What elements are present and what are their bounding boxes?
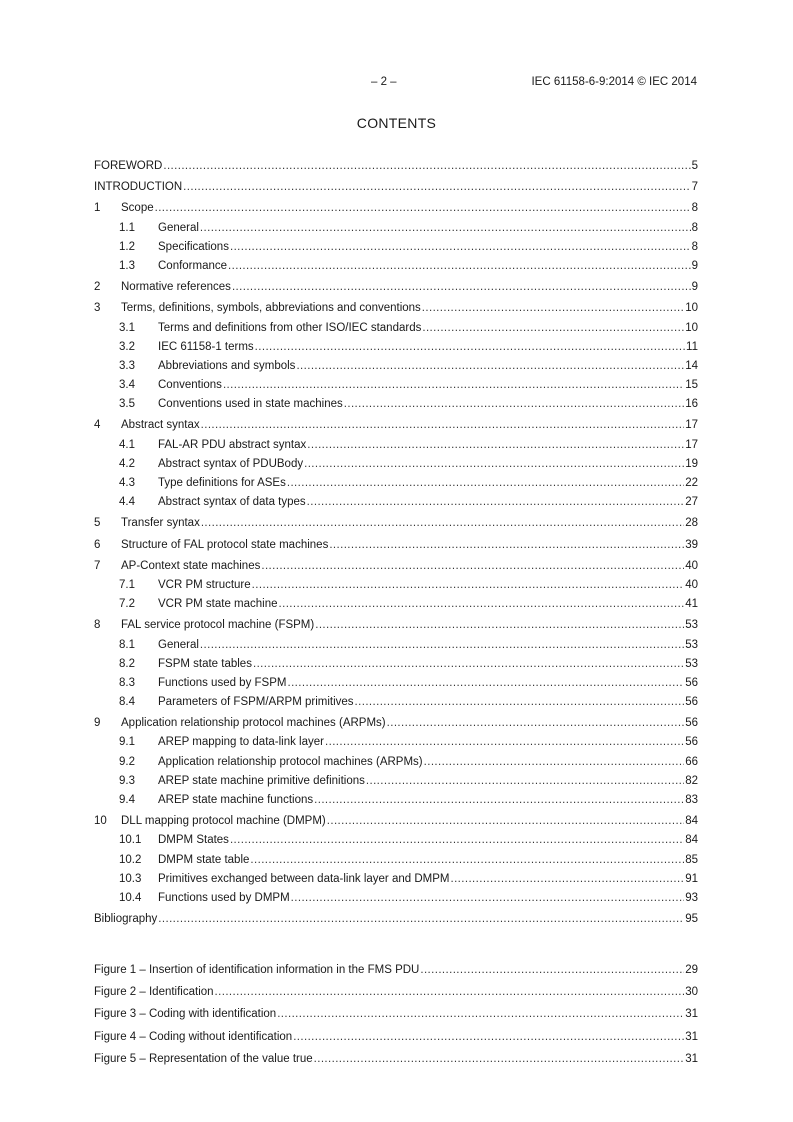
entry-title: Figure 3 – Coding with identification bbox=[94, 1008, 277, 1021]
dot-leader bbox=[200, 221, 691, 235]
entry-number: 10.3 bbox=[119, 872, 142, 885]
dot-leader bbox=[201, 418, 685, 432]
dot-leader bbox=[287, 476, 684, 490]
entry-number: 8.1 bbox=[119, 638, 135, 651]
dot-leader bbox=[253, 657, 684, 671]
dot-leader bbox=[228, 259, 691, 273]
toc-entry[interactable] bbox=[94, 774, 698, 788]
page-header bbox=[0, 76, 793, 92]
entry-title: Application relationship protocol machines (ARPMs) bbox=[121, 717, 386, 730]
dot-leader bbox=[424, 755, 685, 769]
toc-entry[interactable] bbox=[94, 891, 698, 905]
dot-leader bbox=[277, 1007, 684, 1021]
toc-entry[interactable] bbox=[94, 657, 698, 671]
entry-number: 1.2 bbox=[119, 240, 135, 253]
entry-title: DMPM States bbox=[158, 834, 229, 847]
entry-title: Figure 5 – Representation of the value true bbox=[94, 1052, 313, 1065]
entry-page-number: 56 bbox=[685, 676, 698, 689]
entry-title: Abbreviations and symbols bbox=[158, 359, 296, 372]
entry-page-number: 22 bbox=[685, 477, 698, 489]
toc-entry[interactable] bbox=[94, 814, 698, 828]
entry-page-number: 95 bbox=[685, 913, 698, 926]
entry-title: Terms and definitions from other ISO/IEC standards bbox=[158, 321, 422, 334]
dot-leader bbox=[293, 1030, 684, 1044]
entry-number: 9.4 bbox=[119, 794, 135, 806]
entry-number: 7.1 bbox=[119, 578, 135, 591]
toc-entry[interactable] bbox=[94, 872, 698, 886]
entry-page-number: 66 bbox=[685, 755, 698, 768]
entry-number: 10 bbox=[94, 815, 107, 828]
toc-entry[interactable] bbox=[94, 597, 698, 611]
figure-entry[interactable] bbox=[94, 1030, 698, 1044]
entry-page-number: 53 bbox=[685, 657, 698, 670]
dot-leader bbox=[252, 578, 685, 592]
entry-number: 4.2 bbox=[119, 457, 135, 470]
entry-number: 8.4 bbox=[119, 696, 135, 709]
entry-title: IEC 61158-1 terms bbox=[158, 340, 254, 353]
dot-leader bbox=[450, 872, 684, 886]
entry-number: 4.1 bbox=[119, 438, 135, 451]
entry-title: Bibliography bbox=[94, 913, 158, 926]
entry-number: 1 bbox=[94, 202, 101, 215]
dot-leader bbox=[420, 963, 684, 977]
page-number: – 2 – bbox=[371, 76, 397, 88]
entry-title: INTRODUCTION bbox=[94, 181, 183, 194]
entry-title: AP-Context state machines bbox=[121, 559, 261, 572]
dot-leader bbox=[327, 814, 684, 828]
toc-entry[interactable] bbox=[94, 755, 698, 769]
entry-number: 7.2 bbox=[119, 598, 135, 611]
toc-entry[interactable] bbox=[94, 618, 698, 632]
entry-number: 1.1 bbox=[119, 221, 135, 234]
toc-entry[interactable] bbox=[94, 221, 698, 235]
dot-leader bbox=[314, 1052, 685, 1066]
entry-page-number: 7 bbox=[691, 181, 698, 194]
figure-entry[interactable] bbox=[94, 1052, 698, 1066]
entry-page-number: 91 bbox=[685, 872, 698, 885]
entry-title: Conventions used in state machines bbox=[158, 398, 343, 411]
figure-entry[interactable] bbox=[94, 963, 698, 977]
entry-title: Abstract syntax of data types bbox=[158, 496, 306, 509]
entry-page-number: 41 bbox=[685, 598, 698, 611]
entry-number: 7 bbox=[94, 559, 101, 572]
figure-entry[interactable] bbox=[94, 1007, 698, 1021]
entry-title: Scope bbox=[121, 202, 154, 215]
toc-entry[interactable] bbox=[94, 159, 698, 173]
entry-page-number: 14 bbox=[685, 359, 698, 372]
entry-number: 5 bbox=[94, 517, 101, 530]
entry-title: DLL mapping protocol machine (DMPM) bbox=[121, 815, 326, 828]
entry-title: Parameters of FSPM/ARPM primitives bbox=[158, 696, 354, 709]
dot-leader bbox=[329, 538, 684, 552]
toc-entry[interactable] bbox=[94, 457, 698, 471]
toc-entry[interactable] bbox=[94, 321, 698, 335]
entry-page-number: 8 bbox=[691, 240, 698, 253]
entry-page-number: 10 bbox=[685, 321, 698, 334]
dot-leader bbox=[304, 457, 684, 471]
toc-entry[interactable] bbox=[94, 516, 698, 530]
table-of-contents bbox=[94, 159, 698, 926]
entry-page-number: 40 bbox=[685, 578, 698, 591]
toc-entry[interactable] bbox=[94, 578, 698, 592]
entry-title: Conventions bbox=[158, 379, 222, 392]
entry-title: Normative references bbox=[121, 281, 231, 294]
entry-number: 10.1 bbox=[119, 834, 142, 847]
dot-leader bbox=[215, 985, 685, 999]
entry-page-number: 11 bbox=[686, 340, 698, 353]
toc-entry[interactable] bbox=[94, 301, 698, 315]
entry-title: General bbox=[158, 638, 199, 651]
entry-number: 9.3 bbox=[119, 774, 135, 787]
entry-number: 10.4 bbox=[119, 891, 142, 904]
entry-page-number: 82 bbox=[685, 774, 698, 787]
entry-number: 6 bbox=[94, 538, 101, 551]
toc-entry[interactable] bbox=[94, 716, 698, 730]
dot-leader bbox=[201, 516, 684, 530]
dot-leader bbox=[183, 180, 690, 194]
toc-entry[interactable] bbox=[94, 853, 698, 867]
entry-number: 3.4 bbox=[119, 379, 135, 392]
dot-leader bbox=[223, 378, 684, 392]
entry-title: Figure 2 – Identification bbox=[94, 986, 214, 999]
entry-page-number: 93 bbox=[685, 891, 698, 904]
toc-entry[interactable] bbox=[94, 397, 698, 411]
entry-page-number: 17 bbox=[685, 419, 698, 432]
dot-leader bbox=[232, 280, 691, 294]
entry-title: Type definitions for ASEs bbox=[158, 477, 286, 489]
toc-entry[interactable] bbox=[94, 438, 698, 452]
dot-leader bbox=[163, 159, 690, 173]
entry-page-number: 84 bbox=[685, 815, 698, 828]
entry-page-number: 16 bbox=[685, 398, 698, 411]
entry-title: FOREWORD bbox=[94, 160, 163, 172]
dot-leader bbox=[261, 559, 684, 573]
toc-entry[interactable] bbox=[94, 495, 698, 509]
entry-title: Abstract syntax of PDUBody bbox=[158, 457, 304, 470]
entry-title: Structure of FAL protocol state machines bbox=[121, 538, 329, 551]
dot-leader bbox=[344, 397, 684, 411]
entry-page-number: 31 bbox=[685, 1008, 698, 1021]
entry-number: 3.1 bbox=[119, 321, 135, 334]
entry-title: Specifications bbox=[158, 240, 229, 253]
dot-leader bbox=[387, 716, 685, 730]
entry-number: 4 bbox=[94, 419, 101, 432]
toc-entry[interactable] bbox=[94, 695, 698, 709]
entry-title: FSPM state tables bbox=[158, 657, 252, 670]
entry-title: Functions used by FSPM bbox=[158, 676, 287, 689]
entry-number: 9.1 bbox=[119, 736, 135, 749]
entry-page-number: 85 bbox=[685, 853, 698, 866]
entry-number: 10.2 bbox=[119, 853, 142, 866]
entry-page-number: 31 bbox=[685, 1052, 698, 1065]
entry-page-number: 56 bbox=[685, 696, 698, 709]
entry-title: FAL-AR PDU abstract syntax bbox=[158, 438, 307, 451]
entry-page-number: 15 bbox=[685, 379, 698, 392]
entry-number: 8 bbox=[94, 619, 101, 632]
dot-leader bbox=[250, 853, 684, 867]
entry-title: DMPM state table bbox=[158, 853, 250, 866]
dot-leader bbox=[255, 340, 685, 354]
entry-title: Figure 4 – Coding without identification bbox=[94, 1030, 293, 1043]
entry-title: AREP mapping to data-link layer bbox=[158, 736, 324, 749]
list-of-figures bbox=[94, 963, 698, 1066]
toc-entry[interactable] bbox=[94, 793, 698, 807]
entry-page-number: 39 bbox=[685, 538, 698, 551]
entry-title: General bbox=[158, 221, 199, 234]
entry-page-number: 30 bbox=[685, 986, 698, 999]
entry-title: FAL service protocol machine (FSPM) bbox=[121, 619, 315, 632]
entry-page-number: 40 bbox=[685, 559, 698, 572]
dot-leader bbox=[315, 618, 684, 632]
toc-entry[interactable] bbox=[94, 180, 698, 194]
entry-title: Application relationship protocol machines (ARPMs) bbox=[158, 755, 423, 768]
entry-title: VCR PM state machine bbox=[158, 598, 278, 611]
dot-leader bbox=[158, 912, 684, 926]
figure-entry[interactable] bbox=[94, 985, 698, 999]
entry-number: 3 bbox=[94, 302, 101, 315]
toc-entry[interactable] bbox=[94, 735, 698, 749]
dot-leader bbox=[291, 891, 685, 905]
entry-page-number: 8 bbox=[691, 221, 698, 234]
entry-page-number: 27 bbox=[685, 496, 698, 509]
entry-number: 9 bbox=[94, 717, 101, 730]
entry-title: Conformance bbox=[158, 259, 228, 272]
entry-title: Terms, definitions, symbols, abbreviations and conventions bbox=[121, 302, 421, 315]
entry-title: AREP state machine primitive definitions bbox=[158, 774, 365, 787]
entry-page-number: 17 bbox=[685, 438, 698, 451]
entry-number: 3.5 bbox=[119, 398, 135, 411]
toc-entry[interactable] bbox=[94, 912, 698, 926]
entry-number: 8.3 bbox=[119, 676, 135, 689]
entry-page-number: 8 bbox=[691, 202, 698, 215]
entry-number: 2 bbox=[94, 281, 101, 294]
entry-title: Functions used by DMPM bbox=[158, 891, 290, 904]
entry-page-number: 53 bbox=[685, 619, 698, 632]
entry-title: VCR PM structure bbox=[158, 578, 251, 591]
standard-reference: IEC 61158-6-9:2014 © IEC 2014 bbox=[531, 76, 697, 88]
entry-page-number: 56 bbox=[685, 717, 698, 730]
toc-entry[interactable] bbox=[94, 340, 698, 354]
dot-leader bbox=[314, 793, 684, 807]
entry-page-number: 9 bbox=[691, 259, 698, 272]
entry-title: Abstract syntax bbox=[121, 419, 200, 432]
dot-leader bbox=[366, 774, 684, 788]
entry-number: 8.2 bbox=[119, 657, 135, 670]
toc-entry[interactable] bbox=[94, 201, 698, 215]
dot-leader bbox=[230, 833, 684, 847]
toc-entry[interactable] bbox=[94, 638, 698, 652]
entry-page-number: 56 bbox=[685, 736, 698, 749]
entry-number: 1.3 bbox=[119, 259, 135, 272]
toc-entry[interactable] bbox=[94, 418, 698, 432]
toc-entry[interactable] bbox=[94, 833, 698, 847]
dot-leader bbox=[325, 735, 684, 749]
page-title: CONTENTS bbox=[356, 115, 437, 131]
toc-entry[interactable] bbox=[94, 259, 698, 273]
dot-leader bbox=[287, 676, 684, 690]
entry-number: 3.2 bbox=[119, 340, 135, 353]
entry-page-number: 31 bbox=[685, 1030, 698, 1043]
entry-page-number: 28 bbox=[685, 517, 698, 530]
entry-number: 4.3 bbox=[119, 477, 135, 489]
entry-title: Transfer syntax bbox=[121, 517, 200, 530]
dot-leader bbox=[230, 240, 691, 254]
toc-entry[interactable] bbox=[94, 538, 698, 552]
dot-leader bbox=[155, 201, 691, 215]
entry-title: AREP state machine functions bbox=[158, 794, 314, 806]
dot-leader bbox=[307, 438, 684, 452]
toc-entry[interactable] bbox=[94, 359, 698, 373]
entry-number: 3.3 bbox=[119, 359, 135, 372]
dot-leader bbox=[422, 321, 684, 335]
entry-page-number: 19 bbox=[685, 457, 698, 470]
toc-entry[interactable] bbox=[94, 476, 698, 490]
entry-number: 9.2 bbox=[119, 755, 135, 768]
toc-entry[interactable] bbox=[94, 676, 698, 690]
entry-number: 4.4 bbox=[119, 496, 135, 509]
entry-title: Figure 1 – Insertion of identification information in the FMS PDU bbox=[94, 964, 420, 976]
dot-leader bbox=[307, 495, 685, 509]
toc-entry[interactable] bbox=[94, 240, 698, 254]
toc-entry[interactable] bbox=[94, 378, 698, 392]
entry-page-number: 84 bbox=[685, 834, 698, 847]
entry-page-number: 83 bbox=[685, 794, 698, 806]
dot-leader bbox=[422, 301, 684, 315]
entry-page-number: 29 bbox=[685, 964, 698, 976]
dot-leader bbox=[355, 695, 685, 709]
entry-page-number: 10 bbox=[685, 302, 698, 315]
dot-leader bbox=[200, 638, 684, 652]
dot-leader bbox=[279, 597, 685, 611]
entry-page-number: 5 bbox=[691, 160, 698, 172]
toc-entry[interactable] bbox=[94, 559, 698, 573]
entry-page-number: 9 bbox=[691, 281, 698, 294]
entry-page-number: 53 bbox=[685, 638, 698, 651]
toc-entry[interactable] bbox=[94, 280, 698, 294]
entry-title: Primitives exchanged between data-link layer and DMPM bbox=[158, 872, 450, 885]
dot-leader bbox=[296, 359, 684, 373]
